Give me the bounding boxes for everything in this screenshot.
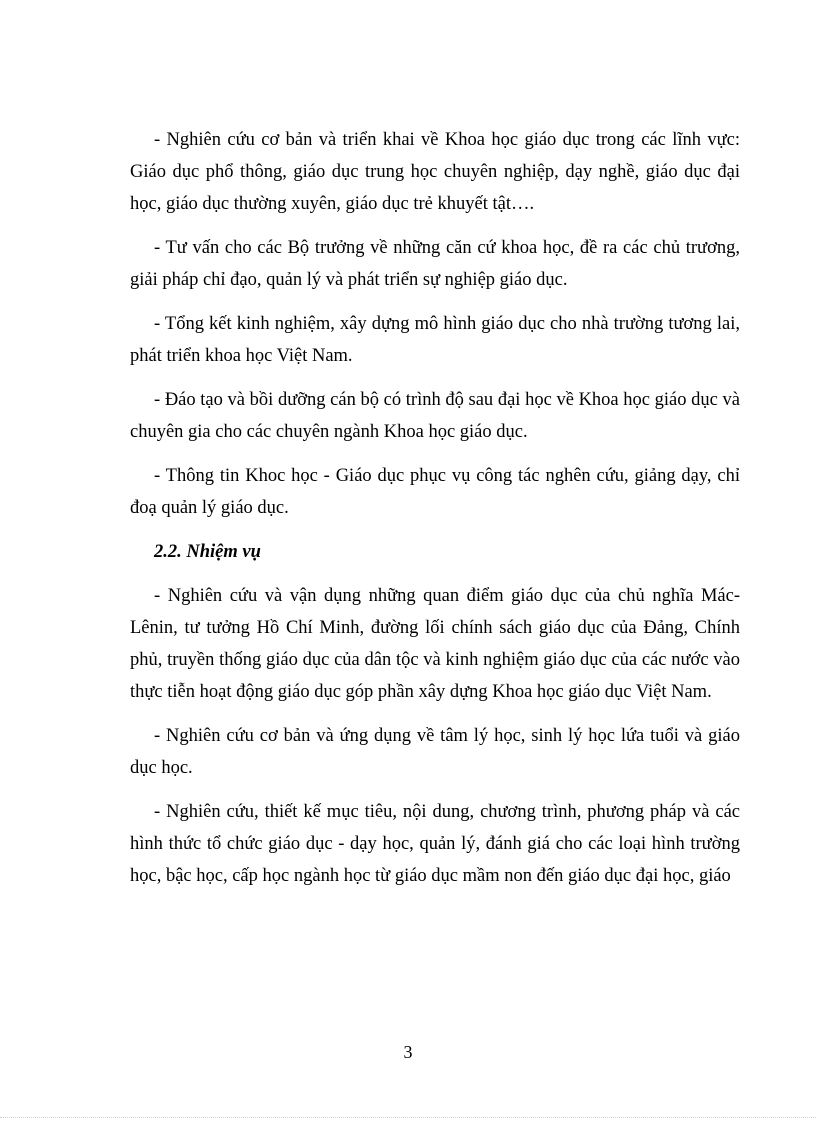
paragraph-psychology-research: - Nghiên cứu cơ bản và ứng dụng về tâm lý học, sinh lý học lứa tuổi và giáo dục học. — [130, 726, 740, 778]
paragraph-training: - Đáo tạo và bồi dưỡng cán bộ có trình độ sau đại học về Khoa học giáo dục và chuyên gia cho các chuyên ngành Khoa học giáo dục. — [130, 390, 740, 442]
paragraph-ideology-application: - Nghiên cứu và vận dụng những quan điểm giáo dục của chủ nghĩa Mác-Lênin, tư tưởng Hồ Chí Minh, đường lối chính sách giáo dục của Đảng, Chính phủ, truyền thống giáo dục của dân tộc và kinh nghiệm giáo dục của các nước vào thực tiễn hoạt động giáo dục góp phần xây dựng Khoa học giáo dục Việt Nam. — [130, 586, 740, 702]
section-heading: 2.2. Nhiệm vụ — [154, 542, 261, 562]
page-body — [130, 124, 740, 904]
paragraph-research-fields: - Nghiên cứu cơ bản và triển khai về Khoa học giáo dục trong các lĩnh vực: Giáo dục phổ thông, giáo dục trung học chuyên nghiệp, dạy nghề, giáo dục đại học, giáo dục thường xuyên, giáo dục trẻ khuyết tật…. — [130, 130, 740, 214]
page-bottom-divider — [0, 1117, 816, 1118]
paragraph-advisory: - Tư vấn cho các Bộ trưởng về những căn cứ khoa học, đề ra các chủ trương, giải pháp chỉ đạo, quản lý và phát triển sự nghiệp giáo dục. — [130, 238, 740, 290]
paragraph-information: - Thông tin Khoc học - Giáo dục phục vụ công tác nghên cứu, giảng dạy, chỉ đoạ quản lý giáo dục. — [130, 466, 740, 518]
page-number: 3 — [403, 1042, 413, 1062]
paragraph-curriculum-design: - Nghiên cứu, thiết kế mục tiêu, nội dung, chương trình, phương pháp và các hình thức tổ chức giáo dục - dạy học, quản lý, đánh giá cho các loại hình trường học, bậc học, cấp học ngành học từ giáo dục mầm non đến giáo dục đại học, giáo — [130, 802, 740, 886]
paragraph-experience-summary: - Tổng kết kinh nghiệm, xây dựng mô hình giáo dục cho nhà trường tương lai, phát triển khoa học Việt Nam. — [130, 314, 740, 366]
